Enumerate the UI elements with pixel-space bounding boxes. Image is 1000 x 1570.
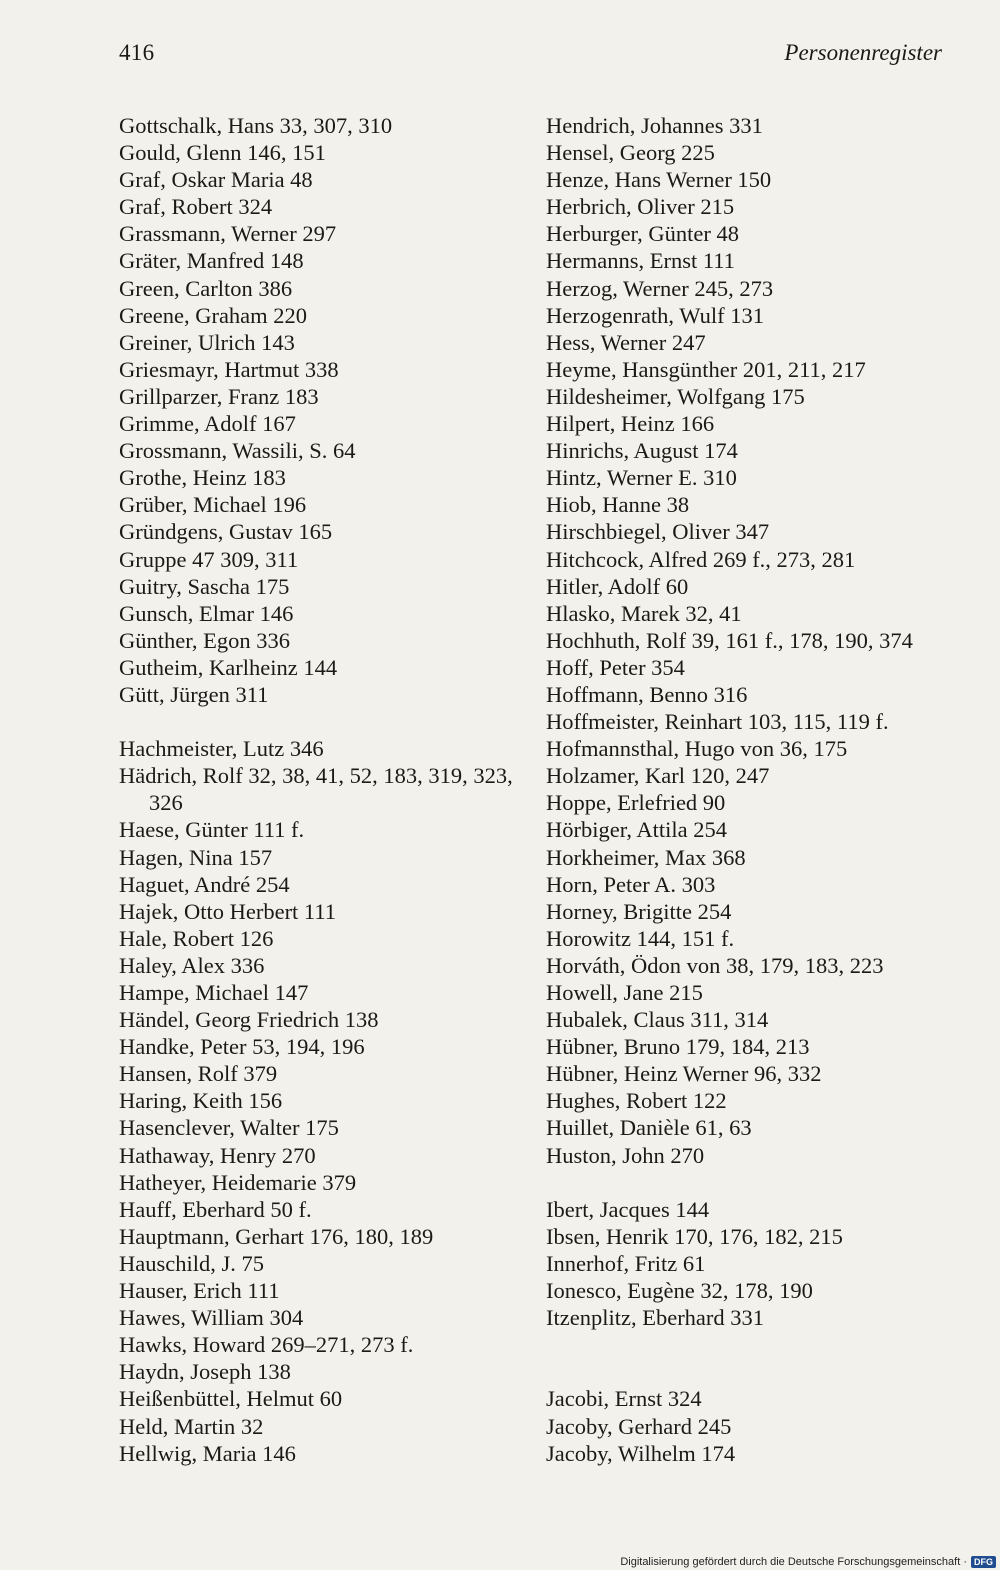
index-entry: Gottschalk, Hans 33, 307, 310 (119, 113, 393, 138)
index-entry: Grillparzer, Franz 183 (119, 383, 319, 409)
index-entry: Greiner, Ulrich 143 (119, 329, 295, 355)
index-entry: Griesmayr, Hartmut 338 (119, 356, 339, 382)
index-entry: Hawks, Howard 269–271, 273 f. (119, 1332, 414, 1358)
index-entry: Ibsen, Henrik 170, 176, 182, 215 (546, 1223, 843, 1249)
index-entry: Graf, Robert 324 (119, 194, 273, 220)
index-entry: Huillet, Danièle 61, 63 (546, 1115, 752, 1141)
index-entry: Hinrichs, August 174 (546, 438, 738, 464)
index-entry: Hintz, Werner E. 310 (546, 465, 737, 491)
index-entry: Ionesco, Eugène 32, 178, 190 (546, 1278, 813, 1304)
index-entry: Hachmeister, Lutz 346 (119, 736, 324, 762)
index-entry: Haydn, Joseph 138 (119, 1359, 291, 1385)
index-entry: Gründgens, Gustav 165 (119, 519, 333, 545)
index-entry: Hampe, Michael 147 (119, 980, 309, 1005)
index-entry: Hajek, Otto Herbert 111 (119, 898, 337, 924)
index-entry: Haring, Keith 156 (119, 1088, 283, 1114)
index-entry: Hughes, Robert 122 (546, 1088, 727, 1114)
index-entry: Henze, Hans Werner 150 (546, 167, 772, 193)
index-entry: Herzogenrath, Wulf 131 (546, 302, 764, 328)
letter-section-gap (546, 1169, 946, 1196)
index-entry: Horney, Brigitte 254 (546, 898, 732, 924)
index-entry: Grimme, Adolf 167 (119, 411, 296, 437)
index-entry: Hansen, Rolf 379 (119, 1061, 278, 1087)
letter-section-gap (119, 708, 529, 735)
index-entry: Hauptmann, Gerhart 176, 180, 189 (119, 1223, 434, 1249)
letter-section-gap (546, 1331, 946, 1358)
index-entry: Hiob, Hanne 38 (546, 492, 690, 518)
index-entry: Grothe, Heinz 183 (119, 465, 286, 491)
index-entry: Greene, Graham 220 (119, 302, 308, 328)
index-entry: Horváth, Ödon von 38, 179, 183, 223 (546, 952, 884, 978)
index-entry: Itzenplitz, Eberhard 331 (546, 1305, 765, 1331)
index-entry: Horn, Peter A. 303 (546, 871, 716, 897)
index-entry: Gruppe 47 309, 311 (119, 546, 299, 572)
index-entry: Hathaway, Henry 270 (119, 1142, 316, 1168)
index-entry: Hauff, Eberhard 50 f. (119, 1196, 312, 1222)
index-entry: Hildesheimer, Wolfgang 175 (546, 383, 805, 409)
index-entry: Ibert, Jacques 144 (546, 1196, 710, 1222)
index-entry: Hagen, Nina 157 (119, 844, 273, 870)
index-entry: Hilpert, Heinz 166 (546, 411, 715, 437)
index-entry: Hensel, Georg 225 (546, 140, 715, 166)
credit-text: Digitalisierung gefördert durch die Deutsche Forschungsgemeinschaft · (620, 1556, 967, 1568)
index-entry: Howell, Jane 215 (546, 980, 703, 1005)
dfg-logo-icon: DFG (971, 1556, 996, 1568)
index-entry: Günther, Egon 336 (119, 627, 290, 653)
index-entry: Hoff, Peter 354 (546, 654, 685, 680)
index-entry: Hochhuth, Rolf 39, 161 f., 178, 190, 374 (546, 627, 913, 653)
running-title: Personenregister (784, 40, 942, 65)
index-entry: Jacoby, Wilhelm 174 (546, 1440, 736, 1466)
index-entry: Hale, Robert 126 (119, 925, 274, 951)
index-entry: Hauschild, J. 75 (119, 1250, 264, 1276)
index-entry: Haguet, André 254 (119, 871, 290, 897)
index-entry: Hädrich, Rolf 32, 38, 41, 52, 183, 319, 323, 326 (119, 763, 513, 816)
index-entry: Händel, Georg Friedrich 138 (119, 1007, 379, 1033)
index-entry: Hellwig, Maria 146 (119, 1440, 296, 1466)
index-entry: Hendrich, Johannes 331 (546, 113, 763, 138)
index-entry: Hofmannsthal, Hugo von 36, 175 (546, 736, 848, 762)
index-entry: Hörbiger, Attila 254 (546, 817, 727, 843)
index-entry: Herbrich, Oliver 215 (546, 194, 735, 220)
index-column-right (546, 112, 946, 1467)
index-entry: Hitchcock, Alfred 269 f., 273, 281 (546, 546, 856, 572)
index-entry: Holzamer, Karl 120, 247 (546, 763, 770, 789)
index-entry: Hirschbiegel, Oliver 347 (546, 519, 770, 545)
index-entry: Held, Martin 32 (119, 1413, 264, 1439)
index-entry: Horkheimer, Max 368 (546, 844, 746, 870)
index-column-left (119, 112, 529, 1467)
index-entry: Hess, Werner 247 (546, 329, 706, 355)
index-entry: Grüber, Michael 196 (119, 492, 307, 518)
index-entry: Horowitz 144, 151 f. (546, 925, 735, 951)
index-entry: Hasenclever, Walter 175 (119, 1115, 339, 1141)
index-entry: Huston, John 270 (546, 1142, 705, 1168)
index-entry: Gräter, Manfred 148 (119, 248, 304, 274)
index-entry: Haese, Günter 111 f. (119, 817, 305, 843)
index-entry: Gould, Glenn 146, 151 (119, 140, 326, 166)
index-entry: Innerhof, Fritz 61 (546, 1250, 706, 1276)
index-entry: Hauser, Erich 111 (119, 1278, 280, 1304)
index-entry: Heyme, Hansgünther 201, 211, 217 (546, 356, 866, 382)
index-entry: Herburger, Günter 48 (546, 221, 739, 247)
index-entry: Hoffmeister, Reinhart 103, 115, 119 f. (546, 709, 889, 735)
index-entry: Heißenbüttel, Helmut 60 (119, 1386, 343, 1412)
index-entry: Hitler, Adolf 60 (546, 573, 689, 599)
letter-section-gap (546, 1358, 946, 1385)
index-entry: Grossmann, Wassili, S. 64 (119, 438, 356, 464)
index-entry: Gunsch, Elmar 146 (119, 600, 294, 626)
index-entry: Graf, Oskar Maria 48 (119, 167, 313, 193)
index-entry: Hoffmann, Benno 316 (546, 681, 748, 707)
index-entry: Guitry, Sascha 175 (119, 573, 290, 599)
index-entry: Gütt, Jürgen 311 (119, 681, 269, 707)
index-entry: Jacobi, Ernst 324 (546, 1386, 702, 1412)
index-entry: Hatheyer, Heidemarie 379 (119, 1169, 357, 1195)
index-entry: Hubalek, Claus 311, 314 (546, 1007, 769, 1033)
digitization-credit (620, 1556, 996, 1568)
index-entry: Grassmann, Werner 297 (119, 221, 337, 247)
index-entry: Hübner, Heinz Werner 96, 332 (546, 1061, 822, 1087)
index-entry: Hlasko, Marek 32, 41 (546, 600, 742, 626)
index-entry: Haley, Alex 336 (119, 952, 265, 978)
index-entry: Hawes, William 304 (119, 1305, 304, 1331)
index-entry: Hübner, Bruno 179, 184, 213 (546, 1034, 810, 1060)
index-entry: Herzog, Werner 245, 273 (546, 275, 774, 301)
index-entry: Green, Carlton 386 (119, 275, 293, 301)
index-entry: Gutheim, Karlheinz 144 (119, 654, 338, 680)
index-entry: Hermanns, Ernst 111 (546, 248, 735, 274)
page-number: 416 (119, 40, 155, 65)
index-entry: Handke, Peter 53, 194, 196 (119, 1034, 365, 1060)
index-entry: Jacoby, Gerhard 245 (546, 1413, 732, 1439)
index-entry: Hoppe, Erlefried 90 (546, 790, 726, 816)
